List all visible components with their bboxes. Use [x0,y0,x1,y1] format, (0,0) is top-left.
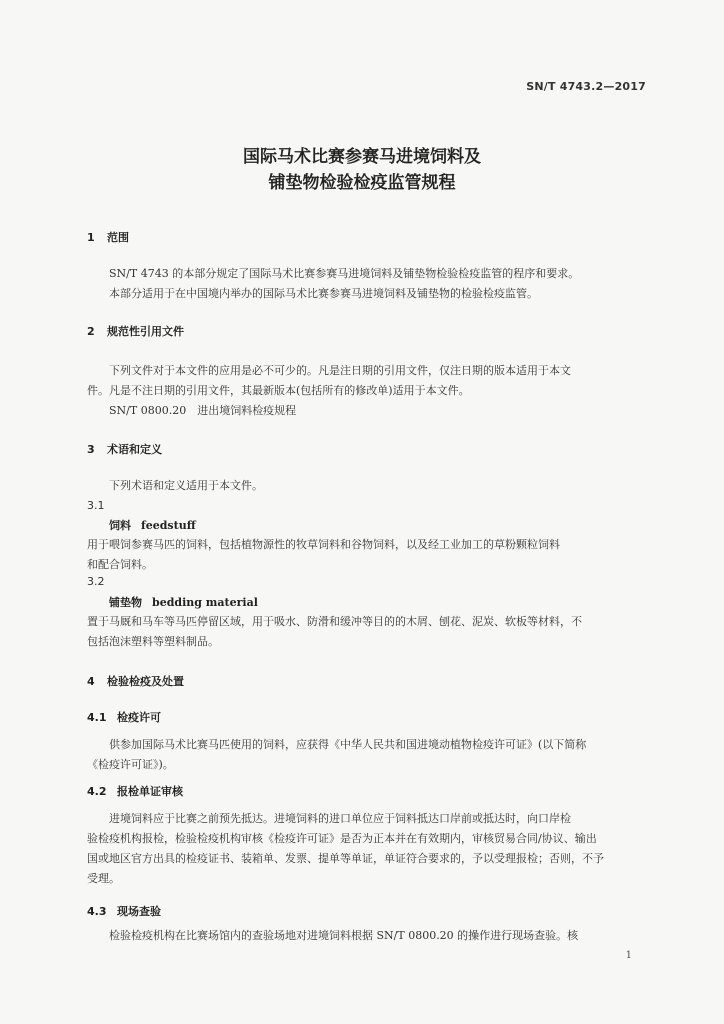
paragraph-line: 下列文件对于本文件的应用是必不可少的。凡是注日期的引用文件，仅注日期的版本适用于本文 [109,364,571,377]
term-chinese: 铺垫物 [109,596,142,609]
section-4-3-body [87,926,647,946]
paragraph-line: 供参加国际马术比赛马匹使用的饲料，应获得《中华人民共和国进境动植物检疫许可证》(以下简称 [109,738,587,751]
section-title: 规范性引用文件 [107,325,184,338]
section-1-heading [87,229,129,245]
paragraph-line: 检验检疫机构在比赛场馆内的查验场地对进境饲料根据 SN/T 0800.20 的操作进行现场查验。核 [109,929,579,942]
term-2-definition [87,612,647,652]
term-1-definition [87,535,647,575]
section-number: 4.2 [87,785,107,798]
section-4-2-heading [87,783,183,799]
title-line-1: 国际马术比赛参赛马进境饲料及 [243,147,481,167]
term-english: bedding material [152,596,258,609]
term-1 [109,517,196,533]
paragraph: SN/T 4743 的本部分规定了国际马术比赛参赛马进境饲料及铺垫物检验检疫监管的程序和要求。 [109,267,580,280]
paragraph-line: 件。凡是不注日期的引用文件，其最新版本(包括所有的修改单)适用于本文件。 [87,384,470,397]
section-4-1-heading [87,709,161,725]
section-number: 4.3 [87,905,107,918]
paragraph-line: 《检疫许可证》)。 [87,758,174,771]
term-number: 3.2 [87,575,105,588]
paragraph-line: 验检疫机构报检，检验检疫机构审核《检疫许可证》是否为正本并在有效期内，审核贸易合同/协议、输出 [87,832,597,845]
paragraph-line: 受理。 [87,872,120,885]
section-title: 范围 [107,231,129,244]
term-2 [109,594,258,610]
section-number: 1 [87,231,95,244]
section-number: 2 [87,325,95,338]
section-3-heading [87,441,162,457]
section-4-3-heading [87,903,161,919]
term-english: feedstuff [141,519,196,532]
definition-line: 和配合饲料。 [87,558,153,571]
definition-line: 包括泡沫塑料等塑料制品。 [87,635,219,648]
section-title: 现场查验 [117,905,161,918]
term-chinese: 饲料 [109,519,131,532]
section-4-1-body [87,735,647,775]
section-4-heading [87,673,184,689]
section-number: 4 [87,675,95,688]
section-2-body [87,361,647,421]
paragraph-line: 进境饲料应于比赛之前预先抵达。进境饲料的进口单位应于饲料抵达口岸前或抵达时，向口岸检 [109,812,571,825]
paragraph-line: 国或地区官方出具的检疫证书、装箱单、发票、提单等单证，单证符合要求的，予以受理报检；否则，不予 [87,852,604,865]
section-4-2-body [87,809,647,889]
section-title: 术语和定义 [107,443,162,456]
section-title: 检验检疫及处置 [107,675,184,688]
term-number: 3.1 [87,499,105,512]
section-1-body [87,264,647,304]
section-title: 检疫许可 [117,711,161,724]
definition-line: 置于马厩和马车等马匹停留区域，用于吸水、防滑和缓冲等目的的木屑、刨花、泥炭、软板等材料，不 [87,615,582,628]
normative-reference: SN/T 0800.20 进出境饲料检疫规程 [109,404,297,417]
definition-line: 用于喂饲参赛马匹的饲料，包括植物源性的牧草饲料和谷物饲料，以及经工业加工的草粉颗粒饲料 [87,538,560,551]
page-number: 1 [625,950,632,961]
section-number: 4.1 [87,711,107,724]
paragraph: 本部分适用于在中国境内举办的国际马术比赛参赛马进境饲料及铺垫物的检验检疫监管。 [109,287,538,300]
section-title: 报检单证审核 [117,785,183,798]
document-number: SN/T 4743.2—2017 [526,80,646,93]
title-line-2: 铺垫物检验检疫监管规程 [268,173,456,193]
document-title [0,144,724,196]
paragraph: 下列术语和定义适用于本文件。 [109,479,263,492]
section-2-heading [87,323,184,339]
section-number: 3 [87,443,95,456]
section-3-intro [87,476,647,496]
